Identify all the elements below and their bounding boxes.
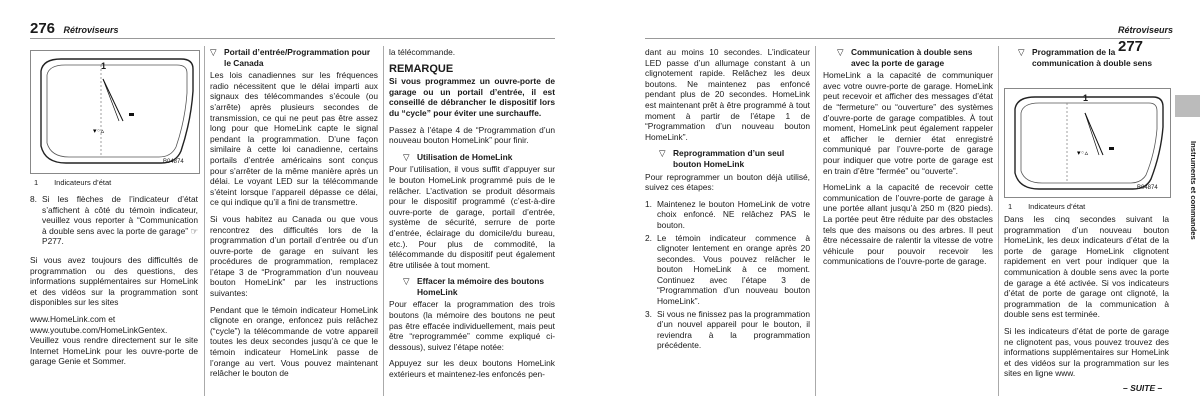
note-text: Si vous programmez un ouvre-porte de garage ou un portail d’entrée, il est conseillé de débrancher le dispositif lors du “cycle” pour éviter une surchauffe. <box>389 76 555 118</box>
paragraph: Appuyez sur les deux boutons HomeLink extérieurs et maintenez-les enfoncés pen- <box>389 358 555 380</box>
subsection-title: Effacer la mémoire des boutons HomeLink <box>417 276 545 297</box>
paragraph: Les lois canadiennes sur les fréquences radio nécessitent que le délai imparti aux signaux des télécommandes s’écoule (ou s’arrête) après plusieurs secondes de transmission, ce qui ne peut pas être assez long pour que HomeLink capte le signal pendant la programmation. D’une façon similaire à cette loi canadienne, certains portails d’entrée américains sont conçus pour s’arrêter de la même manière après un délai. Le voyant LED sur la télécommande s’éteint lorsque l’appareil dépasse ce délai, ce qui indique qu’il a fini de transmettre. <box>210 70 378 208</box>
mirror-figure <box>30 50 200 174</box>
subsection-heading <box>389 276 555 297</box>
triangle-icon: ▽ <box>210 47 217 57</box>
triangle-icon: ▽ <box>1018 47 1025 57</box>
section-title: Portail d’entrée/Programmation pour le Canada <box>224 47 371 68</box>
column-divider <box>998 46 999 396</box>
list-text: Maintenez le bouton HomeLink de votre choix enfoncé. NE relâchez PAS le bouton. <box>657 198 810 230</box>
caption-text: Indicateurs d’état <box>54 178 112 187</box>
page-number: 276 <box>30 20 56 37</box>
subsection-heading <box>645 148 810 169</box>
column-divider <box>204 46 205 396</box>
paragraph: Si les indicateurs d’état de porte de garage ne clignotent pas, vous pouvez trouvez des informations supplémentaires sur HomeLink et des vidéos sur la programmation sur les sites en ligne www. <box>1004 325 1169 379</box>
link[interactable]: www.youtube.com/HomeLinkGentex. <box>30 324 168 335</box>
triangle-icon: ▽ <box>403 151 410 162</box>
paragraph: Pour l’utilisation, il vous suffit d’appuyer sur le bouton HomeLink programmé puis de le relâcher. L’activation se produit désormais pour le dispositif programmé (c’est-à-dire ouvre-porte de garage, portail d’entrée, système de sécurité, serrure de porte d’entrée, éclairage du domicile/du bureau, etc.). Pour plus de commodité, la télécommande du dispositif peut également être utilisée à tout moment. <box>389 164 555 270</box>
right-column-1 <box>645 47 810 357</box>
paragraph: Dans les cinq secondes suivant la programmation d’un nouveau bouton HomeLink, les deux indicateurs d’état de la porte de garage HomeLink clignotent rapidement en vert pour indiquer que la communication à double sens avec la porte de garage a été activée. Si vos indicateurs d’état de porte de garage ont clignoté, la programmation de la communication à double sens est terminée. <box>1004 214 1169 320</box>
list-item <box>645 309 810 351</box>
list-text: Si vous ne finissez pas la programmation d’un nouvel appareil pour le bouton, il reviendra à la programmation précédente. <box>657 308 810 351</box>
mirror-illustration <box>31 51 199 173</box>
chapter-tab <box>1175 95 1200 117</box>
column-divider <box>383 46 384 396</box>
paragraph: Pendant que le témoin indicateur HomeLink clignote en orange, enfoncez puis relâchez (“cycle”) la télécommande de votre appareil toutes les deux secondes jusqu’à ce que le témoin indicateur HomeLink passe de l’orange au vert. Vous pouvez maintenant relâcher le bouton de <box>210 304 378 379</box>
left-column-1 <box>30 194 198 373</box>
running-title: Rétroviseurs <box>1118 25 1174 35</box>
right-column-3 <box>1004 47 1169 70</box>
paragraph: Passez à l’étape 4 de “Programmation d’un nouveau bouton HomeLink” pour finir. <box>389 124 555 146</box>
list-text: Le témoin indicateur commence à clignoter lentement en orange après 20 secondes. Vous pouvez relâcher le bouton HomeLink à ce moment. Continuez avec l’étape 3 de “Programmation d’un nouveau bouton HomeLink”. <box>657 232 810 307</box>
note-title: REMARQUE <box>389 62 454 75</box>
paragraph: Pour reprogrammer un bouton déjà utilisé, suivez ces étapes: <box>645 171 810 193</box>
triangle-icon: ▽ <box>837 47 844 57</box>
paragraph: HomeLink a la capacité de recevoir cette communication de l’ouvre-porte de garage à une portée allant jusqu’à 250 m (820 pieds). La portée peut être réduite par des obstacles tels que des maisons ou des arbres. Il peut être nécessaire de ralentir la vitesse de votre véhicule pour pouvoir recevoir les communications de l’ouvre-porte de garage. <box>823 182 993 267</box>
page-number: 277 <box>1118 38 1144 55</box>
running-title: Rétroviseurs <box>63 25 119 35</box>
paragraph: HomeLink a la capacité de communiquer avec votre ouvre-porte de garage. HomeLink peut recevoir et afficher des messages d’état de “fermeture” ou “ouverture” des systèmes d’ouvre-porte de garage compatibles. À tout moment, HomeLink peut également rappeler et afficher le dernier état enregistré communiqué par l’ouvre-porte de garage pour indiquer que votre porte de garage est en train d’être “fermée” ou “ouverte”. <box>823 70 993 176</box>
figure-callout: 1 <box>101 61 107 71</box>
section-title: Programmation de la communication à double sens <box>1032 47 1153 68</box>
steps-list <box>645 199 810 351</box>
list-item <box>30 194 198 247</box>
paragraph: Veuillez vous rendre directement sur le site Internet HomeLink pour les ouvre-porte de garage Genie et Sommer. <box>30 335 198 367</box>
subsection-title: Reprogrammation d’un seul bouton HomeLink <box>673 148 785 169</box>
figure-code: B04874 <box>163 159 184 165</box>
chapter-tab-label: Instruments et commandes <box>1189 141 1198 240</box>
right-column-2 <box>823 47 993 273</box>
list-item <box>645 199 810 231</box>
header-rule <box>645 38 1170 39</box>
svg-text:▾◦▵: ▾◦▵ <box>93 127 105 135</box>
list-number: 1. <box>645 198 652 209</box>
list-item <box>645 233 810 307</box>
paragraph: dant au moins 10 secondes. L’indicateur LED passe d’un allumage constant à un clignotement rapide. Relâchez les deux boutons. Ne maintenez pas enfoncé pendant plus de 20 secondes. HomeLink est maintenant prêt à être programmé à tout moment à partir de l’étape 1 de “Programmation d’un nouveau bouton HomeLink”. <box>645 47 810 142</box>
section-heading <box>1004 47 1169 68</box>
paragraph: la télécommande. <box>389 47 456 57</box>
left-column-3 <box>389 47 555 386</box>
left-page <box>0 0 560 402</box>
figure-callout: 1 <box>1083 93 1089 103</box>
list-number: 8. <box>30 194 37 204</box>
section-heading <box>210 47 378 68</box>
continued-label: – SUITE – <box>1123 383 1163 393</box>
caption-number: 1 <box>1008 202 1013 211</box>
paragraph: Si vous habitez au Canada ou que vous rencontrez des difficultés lors de la programmation d’un portail d’entrée ou d’un ouvre-porte de garage en suivant les procédures de programmation, remplacez l’étape 3 de “Programmation d’un nouveau bouton HomeLink” par les instructions suivantes: <box>210 213 378 299</box>
caption-number: 1 <box>34 178 39 187</box>
left-column-2 <box>210 47 378 385</box>
figure-code: B04874 <box>1137 185 1158 191</box>
list-number: 2. <box>645 232 652 243</box>
paragraph: Pour effacer la programmation des trois boutons (la mémoire des boutons ne peut pas être effacée individuellement, mais peut être “reprogrammée” comme expliqué ci-dessous), suivez l’étape notée: <box>389 299 555 352</box>
mirror-figure <box>1004 88 1171 198</box>
triangle-icon: ▽ <box>403 276 410 287</box>
list-number: 3. <box>645 308 652 319</box>
header-rule <box>30 38 555 39</box>
section-title: Communication à double sens avec la porte de garage <box>851 47 973 68</box>
list-text: Si les flèches de l’indicateur d’état s’affichent à côté du témoin indicateur, veuillez vous reporter à “Communication à double sens avec la porte de garage” ☞P277. <box>42 194 198 247</box>
svg-text:▾◦▵: ▾◦▵ <box>1077 149 1089 157</box>
section-heading <box>823 47 993 68</box>
triangle-icon: ▽ <box>659 148 666 159</box>
subsection-heading <box>389 152 555 163</box>
figure-caption <box>1008 202 1085 211</box>
left-page-header <box>30 20 119 36</box>
right-page-header <box>1118 20 1200 55</box>
link[interactable]: www.HomeLink.com et <box>30 313 116 324</box>
figure-caption <box>34 178 111 187</box>
right-column-3-body <box>1004 214 1169 385</box>
mirror-illustration <box>1005 89 1170 197</box>
column-divider <box>815 46 816 396</box>
subsection-title: Utilisation de HomeLink <box>417 151 513 162</box>
caption-text: Indicateurs d’état <box>1028 202 1086 211</box>
paragraph: Si vous avez toujours des difficultés de programmation ou des questions, des informations supplémentaires sur HomeLink et des vidéos sur la programmation sont disponibles sur les sites <box>30 254 198 308</box>
